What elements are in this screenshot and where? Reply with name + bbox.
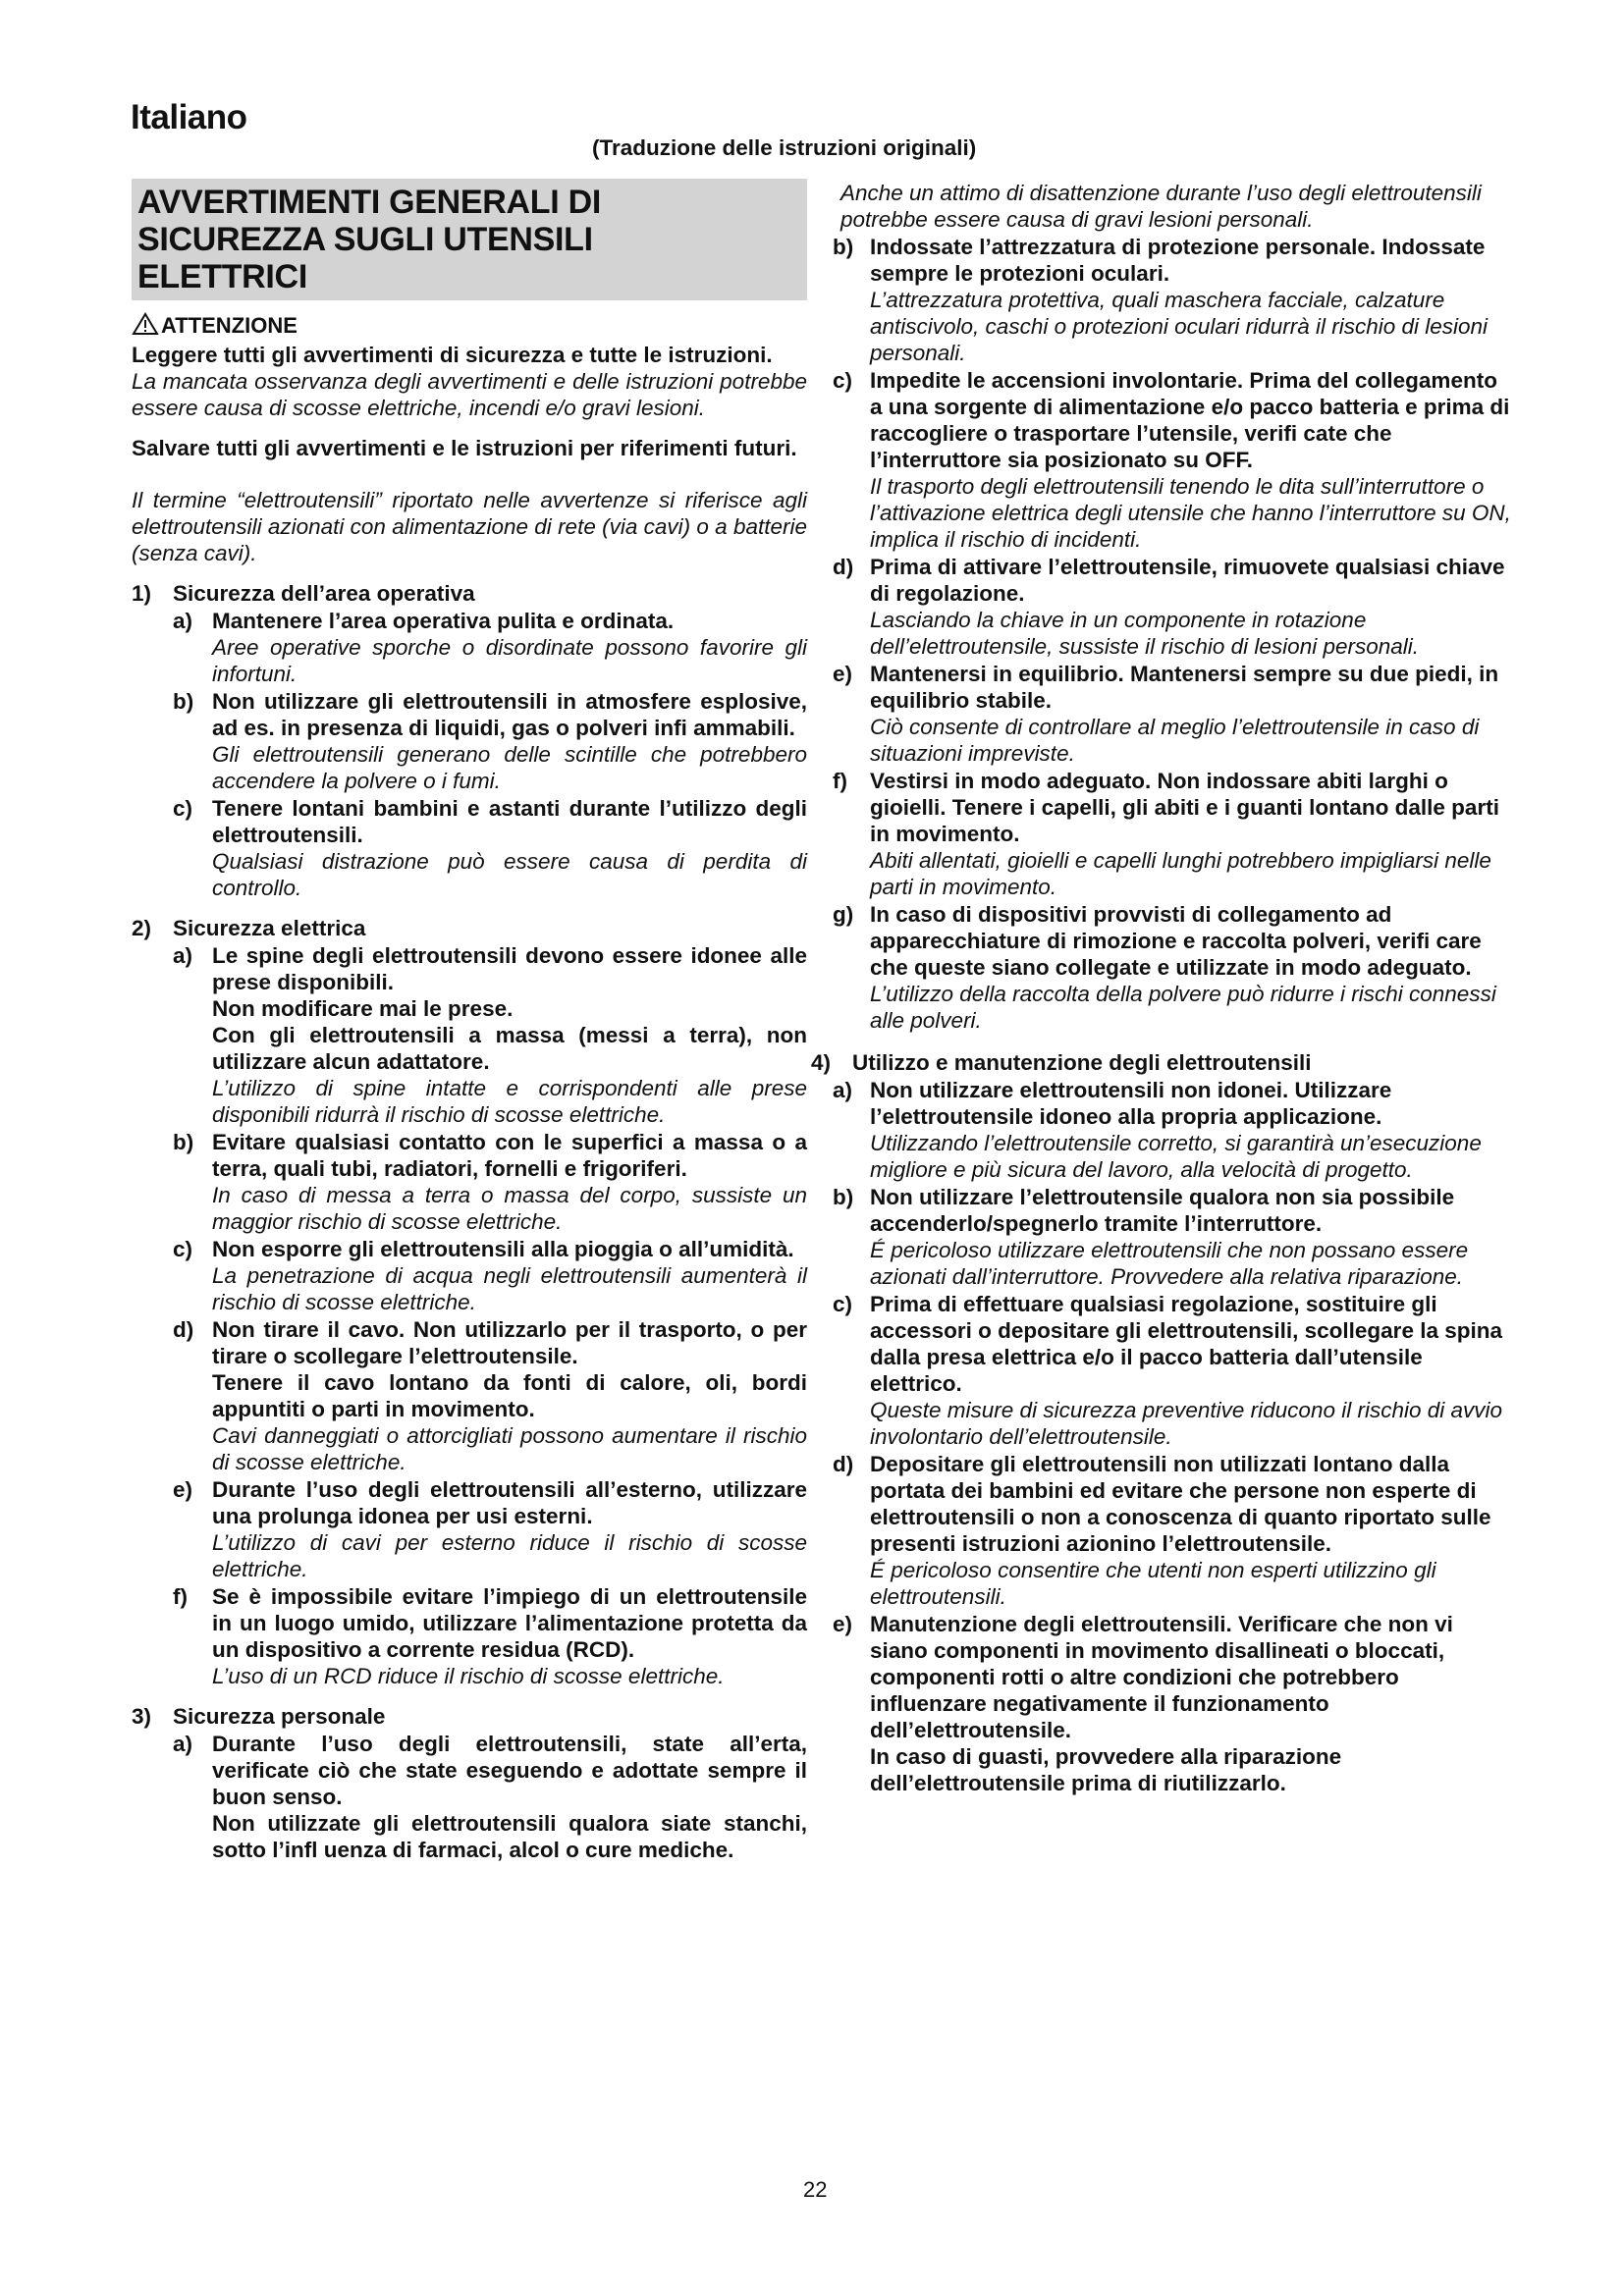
item-marker: a) <box>173 609 193 633</box>
item-2d <box>132 1316 807 1475</box>
item-bold: Durante l’uso degli elettroutensili, state all’erta, verificate ciò che state eseguendo e adottate sempre il buon senso. <box>212 1732 807 1809</box>
item-4d <box>829 1451 1511 1610</box>
item-italic: É pericoloso consentire che utenti non esperti utilizzino gli elettroutensili. <box>870 1558 1436 1609</box>
item-italic: Gli elettroutensili generano delle scintille che potrebbero accendere la polvere o i fumi. <box>212 742 807 793</box>
item-bold: Le spine degli elettroutensili devono essere idonee alle prese disponibili. <box>212 943 807 994</box>
item-italic: L’attrezzatura protettiva, quali maschera facciale, calzature antiscivolo, caschi o protezioni oculari ridurrà il rischio di lesioni personali. <box>870 288 1489 365</box>
item-marker: a) <box>173 1732 193 1756</box>
item-marker: b) <box>833 1185 854 1209</box>
translation-subtitle: (Traduzione delle istruzioni originali) <box>592 135 977 160</box>
item-bold: Prima di attivare l’elettroutensile, rimuovete qualsiasi chiave di regolazione. <box>870 555 1505 606</box>
save-instructions: Salvare tutti gli avvertimenti e le istruzioni per riferimenti futuri. <box>132 436 797 460</box>
section-title-text: Sicurezza dell’area operativa <box>173 581 475 606</box>
item-4c <box>829 1291 1511 1450</box>
intro-bold: Leggere tutti gli avvertimenti di sicurezza e tutte le istruzioni. <box>132 343 773 367</box>
item-3c <box>829 367 1511 553</box>
item-bold: Non utilizzare gli elettroutensili in atmosfere esplosive, ad es. in presenza di liquidi, gas o polveri infi ammabili. <box>212 689 807 740</box>
item-marker: b) <box>173 689 194 714</box>
item-bold: Non utilizzate gli elettroutensili qualora siate stanchi, sotto l’infl uenza di farmaci, alcol o cure mediche. <box>212 1811 807 1862</box>
warning-text: ATTENZIONE <box>161 313 298 338</box>
item-marker: d) <box>173 1317 194 1342</box>
term-definition: Il termine “elettroutensili” riportato nelle avvertenze si riferisce agli elettroutensili azionati con alimentazione di rete (via cavi) o a batterie (senza cavi). <box>132 488 807 565</box>
item-italic: Queste misure di sicurezza preventive riducono il rischio di avvio involontario dell’elettroutensile. <box>870 1398 1503 1449</box>
item-italic: L’uso di un RCD riduce il rischio di scosse elettriche. <box>212 1664 725 1688</box>
item-italic: L’utilizzo della raccolta della polvere può ridurre i rischi connessi alle polveri. <box>870 982 1496 1033</box>
item-4a <box>829 1077 1511 1183</box>
item-italic: Lasciando la chiave in un componente in rotazione dell’elettroutensile, sussiste il rischio di lesioni personali. <box>870 608 1420 659</box>
section-heading <box>132 179 807 300</box>
item-italic: Utilizzando l’elettroutensile corretto, si garantirà un’esecuzione migliore e più sicura del lavoro, alla velocità di progetto. <box>870 1131 1482 1182</box>
section-3-title <box>132 1703 807 1730</box>
item-italic: Il trasporto degli elettroutensili tenendo le dita sull’interruttore o l’attivazione elettrica degli utensile che hanno l’interruttore su ON, implica il rischio di incidenti. <box>870 474 1511 552</box>
section-number: 4) <box>811 1050 832 1075</box>
item-bold: Mantenersi in equilibrio. Mantenersi sempre su due piedi, in equilibrio stabile. <box>870 662 1499 713</box>
item-1a <box>132 608 807 687</box>
left-column <box>132 179 807 1863</box>
item-bold: Indossate l’attrezzatura di protezione personale. Indossate sempre le protezioni oculari. <box>870 235 1486 286</box>
item-3a <box>132 1731 807 1863</box>
item-4b <box>829 1184 1511 1290</box>
item-2a <box>132 942 807 1128</box>
item-bold: Non utilizzare elettroutensili non idonei. Utilizzare l’elettroutensile idoneo alla propria applicazione. <box>870 1078 1392 1129</box>
warning-label <box>132 312 807 342</box>
item-bold: Tenere il cavo lontano da fonti di calore, oli, bordi appuntiti o parti in movimento. <box>212 1370 807 1421</box>
page-number: 22 <box>803 2177 828 2202</box>
item-italic: L’utilizzo di spine intatte e corrispondenti alle prese disponibili ridurrà il rischio di scosse elettriche. <box>212 1076 807 1127</box>
item-bold: Non utilizzare l’elettroutensile qualora non sia possibile accenderlo/spegnerlo tramite l’interruttore. <box>870 1185 1455 1236</box>
item-italic: Anche un attimo di disattenzione durante l’uso degli elettroutensili potrebbe essere causa di gravi lesioni personali. <box>840 181 1482 232</box>
item-italic: La penetrazione di acqua negli elettroutensili aumenterà il rischio di scosse elettriche. <box>212 1263 807 1314</box>
item-marker: c) <box>173 1237 193 1261</box>
item-bold: Non esporre gli elettroutensili alla pioggia o all’umidità. <box>212 1237 794 1261</box>
item-bold: Con gli elettroutensili a massa (messi a terra), non utilizzare alcun adattatore. <box>212 1023 807 1074</box>
item-marker: b) <box>173 1130 194 1154</box>
item-bold: In caso di dispositivi provvisti di collegamento ad apparecchiature di rimozione e raccolta polveri, verifi care che queste siano collegate e utilizzate in modo adeguato. <box>870 902 1482 980</box>
item-bold: Non tirare il cavo. Non utilizzarlo per il trasporto, o per tirare o scollegare l’elettroutensile. <box>212 1317 807 1368</box>
item-marker: f) <box>833 769 847 793</box>
item-3a-continued <box>829 180 1511 233</box>
item-marker: f) <box>173 1584 188 1609</box>
section-title-text: Sicurezza elettrica <box>173 916 366 940</box>
item-marker: a) <box>173 943 193 968</box>
item-bold: Impedite le accensioni involontarie. Prima del collegamento a una sorgente di alimentazione e/o pacco batteria e prima di raccogliere o trasportare l’utensile, verifi cate che l’interruttore sia posizionato su OFF. <box>870 368 1510 472</box>
item-italic: Ciò consente di controllare al meglio l’elettroutensile in caso di situazioni impreviste. <box>870 715 1480 766</box>
item-italic: Abiti allentati, gioielli e capelli lunghi potrebbero impigliarsi nelle parti in movimento. <box>870 848 1491 899</box>
section-number: 1) <box>132 581 152 606</box>
item-bold: Prima di effettuare qualsiasi regolazione, sostituire gli accessori o depositare gli elettroutensili, scollegare la spina dalla presa elettrica e/o il pacco batteria dall’utensile elettrico. <box>870 1292 1502 1396</box>
heading-line: AVVERTIMENTI GENERALI DI <box>137 184 601 221</box>
heading-line: SICUREZZA SUGLI UTENSILI <box>137 221 593 258</box>
item-2f <box>132 1583 807 1689</box>
section-number: 3) <box>132 1704 152 1729</box>
item-marker: e) <box>833 1612 853 1636</box>
item-marker: c) <box>833 1292 853 1316</box>
item-3f <box>829 768 1511 900</box>
section-number: 2) <box>132 916 152 940</box>
section-1-title <box>132 580 807 607</box>
section-title-text: Sicurezza personale <box>173 1704 386 1729</box>
item-bold: Tenere lontani bambini e astanti durante l’utilizzo degli elettroutensili. <box>212 796 807 847</box>
item-bold: Depositare gli elettroutensili non utilizzati lontano dalla portata dei bambini ed evitare che persone non esperte di elettroutensili o non a conoscenza di quanto riportato sulle presenti istruzioni azionino l’elettroutensile. <box>870 1452 1491 1556</box>
intro-italic: La mancata osservanza degli avvertimenti e delle istruzioni potrebbe essere causa di scosse elettriche, incendi e/o gravi lesioni. <box>132 369 807 420</box>
right-column <box>811 179 1511 1796</box>
item-italic: Cavi danneggiati o attorcigliati possono aumentare il rischio di scosse elettriche. <box>212 1423 807 1474</box>
section-2-title <box>132 915 807 941</box>
item-bold: Manutenzione degli elettroutensili. Verificare che non vi siano componenti in movimento disallineati o bloccati, componenti rotti o altre condizioni che potrebbero influenzare negativamente il funzionamento dell’elettroutensile. <box>870 1612 1453 1742</box>
heading-line: ELETTRICI <box>137 258 307 295</box>
item-italic: In caso di messa a terra o massa del corpo, sussiste un maggior rischio di scosse elettriche. <box>212 1183 807 1234</box>
item-bold: Vestirsi in modo adeguato. Non indossare abiti larghi o gioielli. Tenere i capelli, gli abiti e i guanti lontano dalle parti in movimento. <box>870 769 1499 846</box>
item-italic: L’utilizzo di cavi per esterno riduce il rischio di scosse elettriche. <box>212 1530 807 1581</box>
language-title: Italiano <box>131 98 247 136</box>
item-marker: c) <box>173 796 193 821</box>
item-4e <box>829 1611 1511 1796</box>
section-4-title <box>811 1049 1511 1076</box>
item-3g <box>829 901 1511 1034</box>
item-bold: In caso di guasti, provvedere alla riparazione dell’elettroutensile prima di riutilizzarlo. <box>870 1744 1342 1795</box>
item-2b <box>132 1129 807 1235</box>
item-3b <box>829 234 1511 366</box>
item-2c <box>132 1236 807 1315</box>
item-bold: Non modificare mai le prese. <box>212 996 514 1021</box>
item-marker: d) <box>833 1452 854 1476</box>
item-bold: Se è impossibile evitare l’impiego di un elettroutensile in un luogo umido, utilizzare l’alimentazione protetta da un dispositivo a corrente residua (RCD). <box>212 1584 807 1662</box>
item-2e <box>132 1476 807 1582</box>
item-italic: Aree operative sporche o disordinate possono favorire gli infortuni. <box>212 635 807 686</box>
item-3e <box>829 661 1511 767</box>
item-3d <box>829 554 1511 660</box>
item-marker: b) <box>833 235 854 259</box>
item-bold: Evitare qualsiasi contatto con le superfici a massa o a terra, quali tubi, radiatori, fornelli e frigoriferi. <box>212 1130 807 1181</box>
item-marker: d) <box>833 555 854 579</box>
item-1b <box>132 688 807 794</box>
section-title-text: Utilizzo e manutenzione degli elettroutensili <box>852 1050 1312 1075</box>
warning-triangle-icon <box>132 312 159 342</box>
item-bold: Durante l’uso degli elettroutensili all’esterno, utilizzare una prolunga idonea per usi esterni. <box>212 1477 807 1528</box>
item-marker: e) <box>833 662 853 686</box>
item-italic: Qualsiasi distrazione può essere causa di perdita di controllo. <box>212 849 807 900</box>
item-marker: g) <box>833 902 854 927</box>
item-marker: a) <box>833 1078 853 1102</box>
item-italic: É pericoloso utilizzare elettroutensili che non possano essere azionati dall’interruttore. Provvedere alla relativa riparazione. <box>870 1238 1469 1289</box>
item-1c <box>132 795 807 901</box>
item-bold: Mantenere l’area operativa pulita e ordinata. <box>212 609 675 633</box>
item-marker: c) <box>833 368 853 393</box>
item-marker: e) <box>173 1477 193 1502</box>
